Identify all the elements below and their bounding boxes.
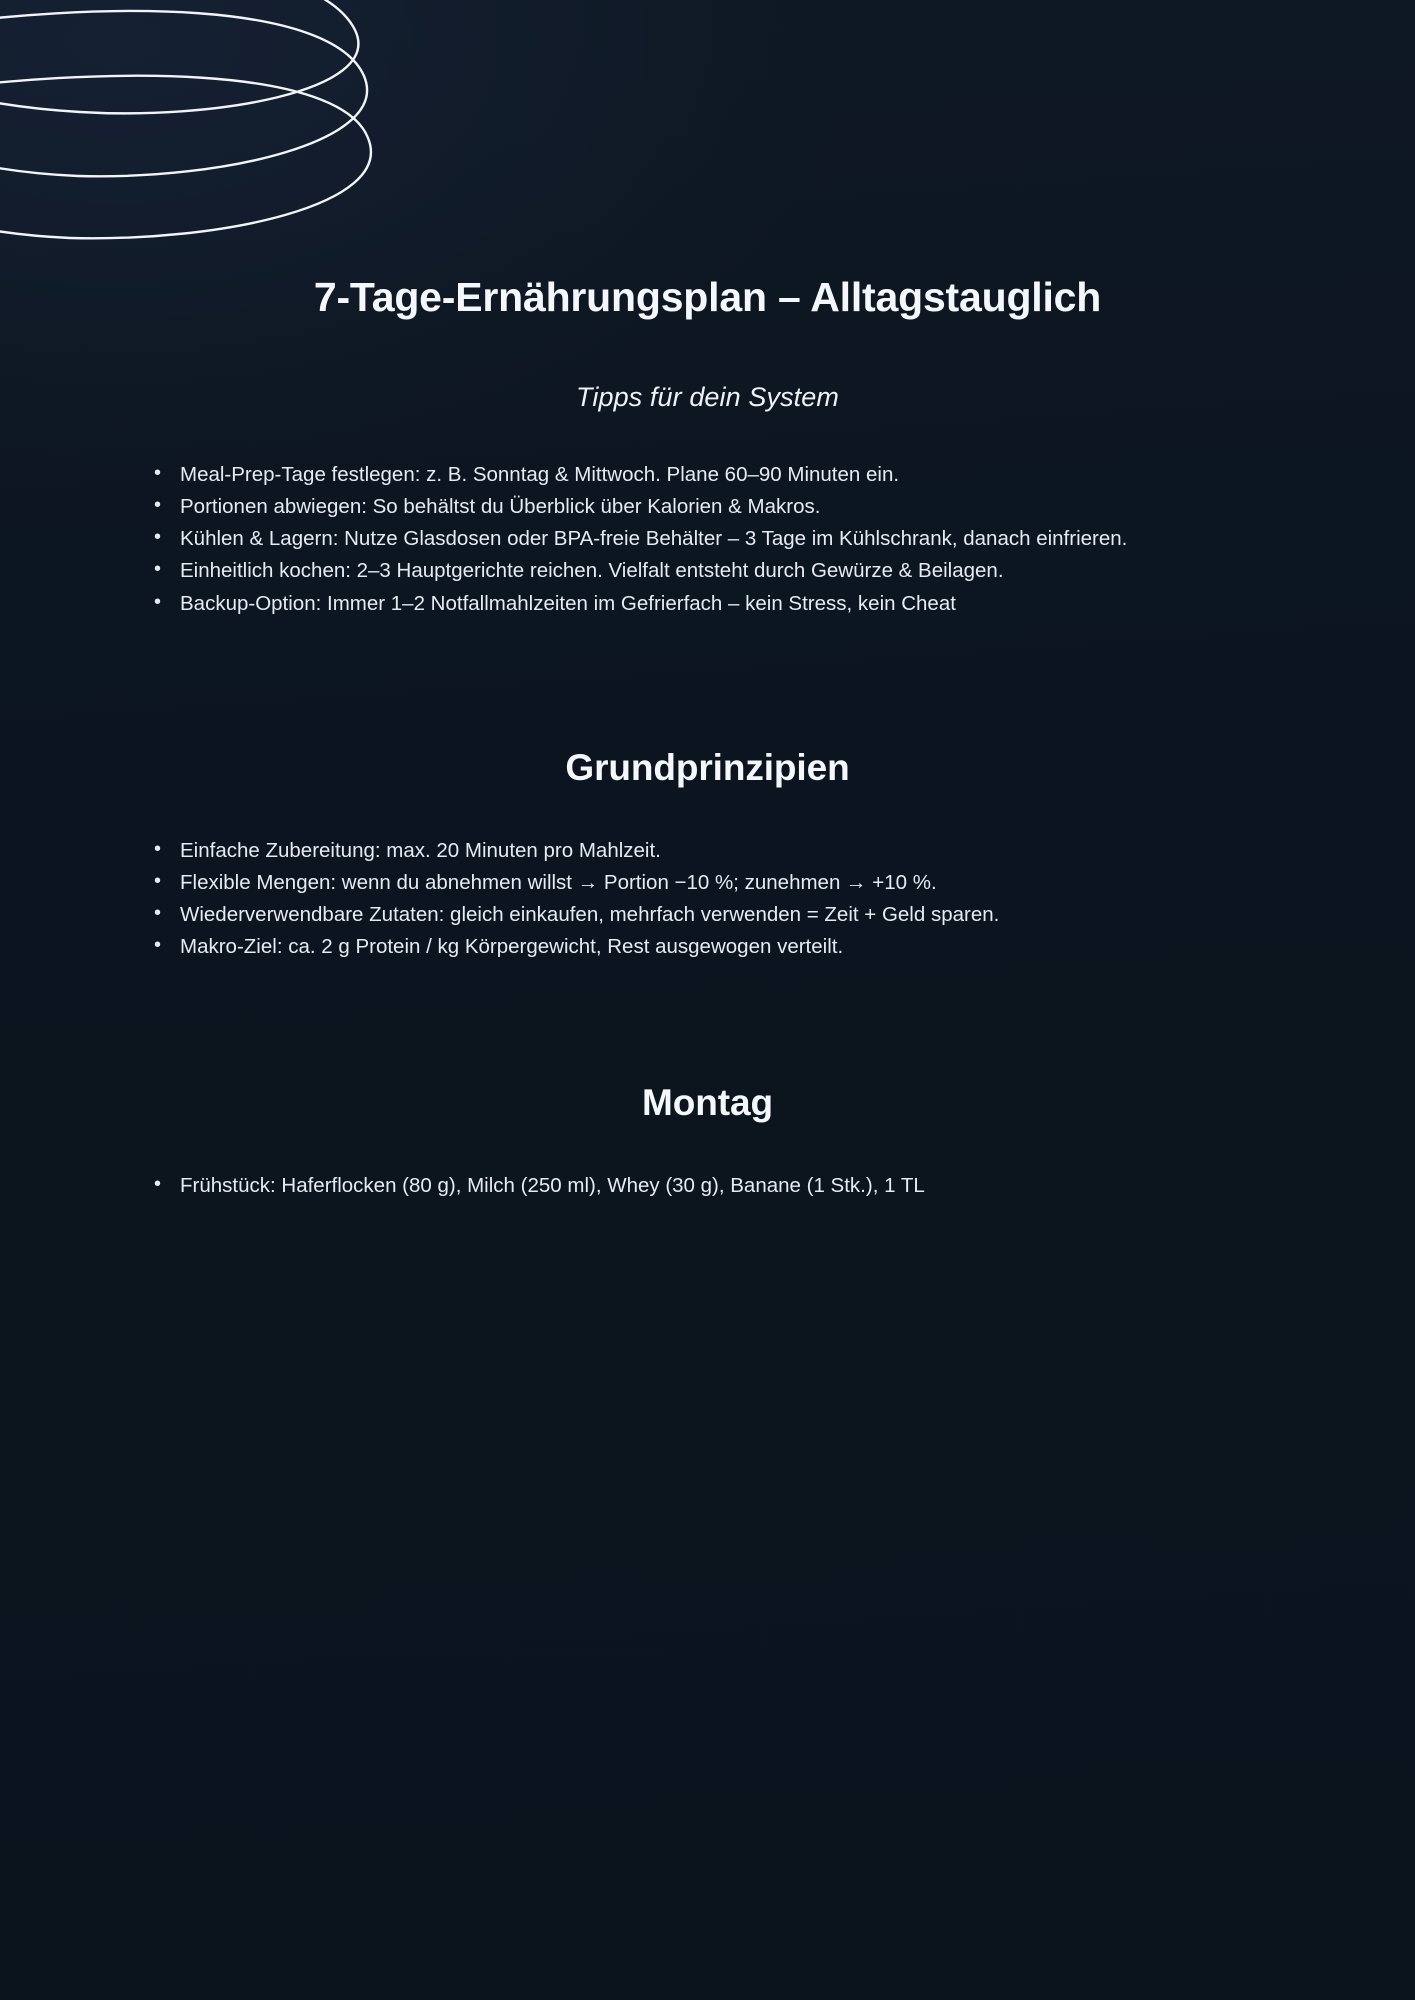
list-item: • Backup-Option: Immer 1–2 Notfallmahlzeiten im Gefrierfach – kein Stress, kein Cheat (150, 588, 1295, 619)
list-item: • Wiederverwendbare Zutaten: gleich einkaufen, mehrfach verwenden = Zeit + Geld sparen. (150, 899, 1295, 930)
section-heading-grundprinzipien: Grundprinzipien (565, 746, 850, 788)
montag-list (120, 1170, 1295, 1201)
page-title: 7-Tage-Ernährungsplan – Alltagstauglich (313, 274, 1102, 320)
list-item: • Flexible Mengen: wenn du abnehmen willst → Portion −10 %; zunehmen → +10 %. (150, 867, 1295, 898)
list-item: • Portionen abwiegen: So behältst du Überblick über Kalorien & Makros. (150, 491, 1295, 522)
list-item: • Frühstück: Haferflocken (80 g), Milch (250 ml), Whey (30 g), Banane (1 Stk.), 1 TL (150, 1170, 1295, 1201)
grundprinzipien-list (120, 835, 1295, 963)
page-subtitle: Tipps für dein System (576, 382, 839, 413)
list-item: • Einheitlich kochen: 2–3 Hauptgerichte reichen. Vielfalt entsteht durch Gewürze & Beilagen. (150, 555, 1295, 586)
list-item: • Kühlen & Lagern: Nutze Glasdosen oder BPA-freie Behälter – 3 Tage im Kühlschrank, danach einfrieren. (150, 523, 1295, 554)
section-heading-montag: Montag (642, 1082, 773, 1124)
list-item: • Einfache Zubereitung: max. 20 Minuten pro Mahlzeit. (150, 835, 1295, 866)
list-item: • Makro-Ziel: ca. 2 g Protein / kg Körpergewicht, Rest ausgewogen verteilt. (150, 931, 1295, 962)
tips-list (120, 459, 1295, 619)
list-item: • Meal-Prep-Tage festlegen: z. B. Sonntag & Mittwoch. Plane 60–90 Minuten ein. (150, 459, 1295, 490)
